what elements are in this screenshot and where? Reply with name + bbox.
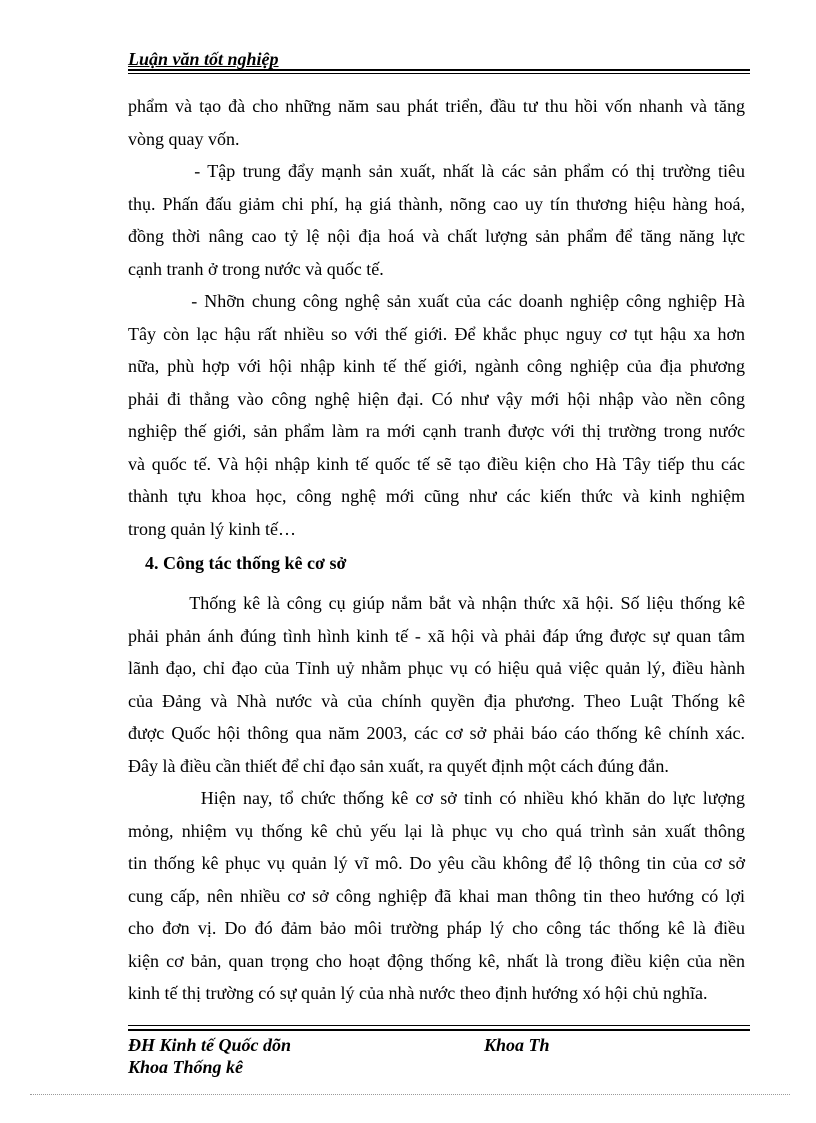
- text-line: thành tựu khoa học, công nghệ mới cũng như các kiến thức và kinh nghiệm: [128, 486, 745, 506]
- text-line: vòng quay vốn.: [128, 128, 240, 149]
- text-line: cho đơn vị. Do đó đảm bảo môi trường pháp lý cho công tác thống kê là điều: [128, 918, 745, 938]
- text-line: được Quốc hội thông qua năm 2003, các cơ sở phải báo cáo thống kê chính xác.: [128, 723, 745, 743]
- footer-rule-thin: [128, 1025, 750, 1026]
- text-line: của Đảng và Nhà nước và của chính quyền địa phương. Theo Luật Thống kê: [128, 690, 745, 711]
- text-line: và quốc tế. Và hội nhập kinh tế quốc tế sẽ tạo điều kiện cho Hà Tây tiếp thu các: [128, 453, 745, 474]
- page-bottom-dotted-border: [30, 1094, 790, 1095]
- text-line: nữa, phù hợp với hội nhập kinh tế thế giới, ngành công nghiệp của địa phương: [128, 356, 745, 376]
- text-line: nghiệp thế giới, sản phẩm làm ra mới cạnh tranh được với thị trường trong nước: [128, 421, 745, 441]
- paragraph-3: [128, 285, 745, 545]
- paragraph-1: [128, 90, 745, 155]
- text-line: Đây là điều cần thiết để chỉ đạo sản xuất, ra quyết định một cách đúng đắn.: [128, 755, 669, 776]
- paragraph-4: [128, 587, 745, 782]
- text-line: Tây còn lạc hậu rất nhiều so với thế giới. Để khắc phục nguy cơ tụt hậu xa hơn: [128, 323, 745, 344]
- header-rule-thin: [128, 73, 750, 74]
- footer-university: ĐH Kinh tế Quốc dõn: [128, 1035, 292, 1055]
- text-line: cạnh tranh ở trong nước và quốc tế.: [128, 258, 384, 279]
- text-line: kiện cơ bản, quan trọng cho hoạt động thống kê, nhất là trong điều kiện của nền: [128, 950, 745, 971]
- text-line: - Tập trung đẩy mạnh sản xuất, nhất là các sản phẩm có thị trường tiêu: [128, 161, 745, 181]
- text-line: - Nhỡn chung công nghệ sản xuất của các doanh nghiệp công nghiệp Hà: [128, 291, 745, 311]
- text-line: Hiện nay, tổ chức thống kê cơ sở tỉnh có nhiều khó khăn do lực lượng: [128, 788, 745, 808]
- text-line: kinh tế thị trường có sự quản lý của nhà nước theo định hướng xó hội chủ nghĩa.: [128, 983, 708, 1003]
- paragraph-5: [128, 782, 745, 1010]
- text-line: phải phản ánh đúng tình hình kinh tế - xã hội và phải đáp ứng được sự quan tâm: [128, 625, 745, 646]
- text-line: đồng thời nâng cao tỷ lệ nội địa hoá và chất lượng sản phẩm để tăng năng lực: [128, 226, 745, 246]
- paragraph-2: [128, 155, 745, 285]
- text-line: thụ. Phấn đấu giảm chi phí, hạ giá thành, nõng cao uy tín thương hiệu hàng hoá,: [128, 193, 745, 214]
- text-line: tin thống kê phục vụ quản lý vĩ mô. Do yêu cầu không để lộ thông tin của cơ sở: [128, 853, 745, 873]
- text-line: phải đi thẳng vào công nghệ hiện đại. Có như vậy mới hội nhập vào nền công: [128, 388, 745, 409]
- section-heading: 4. Công tác thống kê cơ sở: [145, 553, 347, 573]
- footer-rule-thick: [128, 1029, 750, 1031]
- text-line: mỏng, nhiệm vụ thống kê chủ yếu lại là phục vụ cho quá trình sản xuất thông: [128, 820, 745, 841]
- header-rule-thick: [128, 69, 750, 71]
- text-line: trong quản lý kinh tế…: [128, 518, 296, 539]
- text-line: Thống kê là công cụ giúp nắm bắt và nhận thức xã hội. Số liệu thống kê: [128, 593, 745, 613]
- footer-faculty-short: Khoa Th: [484, 1035, 550, 1055]
- header-title: Luận văn tốt nghiệp: [128, 49, 279, 69]
- footer-faculty: Khoa Thống kê: [128, 1057, 244, 1077]
- text-line: cung cấp, nên nhiều cơ sở công nghiệp đã khai man thông tin theo hướng có lợi: [128, 885, 745, 906]
- text-line: phẩm và tạo đà cho những năm sau phát triển, đầu tư thu hồi vốn nhanh và tăng: [128, 96, 745, 116]
- text-line: lãnh đạo, chỉ đạo của Tỉnh uỷ nhằm phục vụ có hiệu quả việc quản lý, điều hành: [128, 658, 745, 678]
